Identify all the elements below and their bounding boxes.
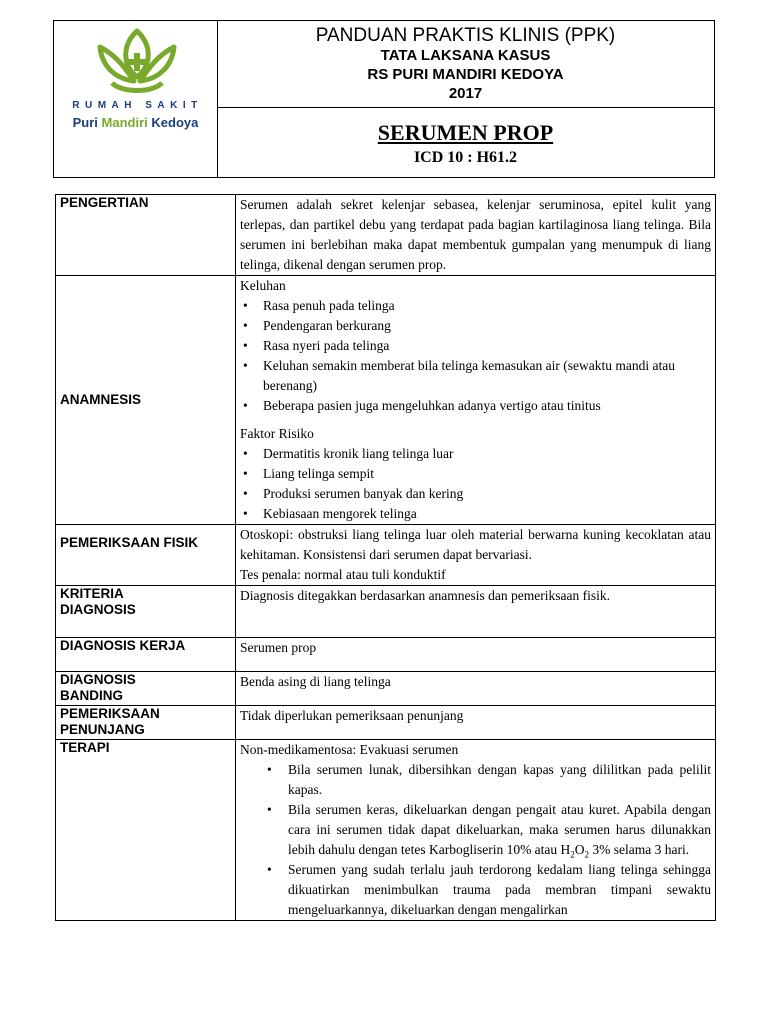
anamnesis-content (236, 276, 716, 525)
faktor-risiko-list (240, 444, 711, 524)
list-item: • Pendengaran berkurang (240, 316, 711, 336)
otoskopi-text: Otoskopi: obstruksi liang telinga luar oleh material berwarna kuning kecoklatan atau kehitaman. Konsistensi dari serumen dapat bervariasi. (240, 527, 711, 562)
list-item: • Bila serumen lunak, dibersihkan dengan kapas yang dililitkan pada pelilit kapas. (240, 760, 711, 800)
list-item: • Rasa penuh pada telinga (240, 296, 711, 316)
list-item: • Rasa nyeri pada telinga (240, 336, 711, 356)
title-block (217, 21, 714, 108)
terapi-list (240, 760, 711, 920)
table-row (56, 706, 716, 740)
table-row (56, 672, 716, 706)
logo-hospital-name: Puri Mandiri Kedoya (72, 115, 199, 130)
logo-rumah-sakit-text: RUMAH SAKIT (72, 100, 203, 111)
diagnosis-banding-text: Benda asing di liang telinga (236, 672, 716, 706)
row-label-diagnosis-banding: DIAGNOSIS BANDING (56, 672, 236, 706)
list-item: • Beberapa pasien juga mengeluhkan adanya vertigo atau tinitus (240, 396, 711, 416)
list-item: • Dermatitis kronik liang telinga luar (240, 444, 711, 464)
keluhan-heading: Keluhan (240, 278, 286, 293)
kriteria-diagnosis-text: Diagnosis ditegakkan berdasarkan anamnesis dan pemeriksaan fisik. (236, 586, 716, 638)
row-label-pemeriksaan-fisik: PEMERIKSAAN FISIK (56, 525, 236, 586)
list-item: • Keluhan semakin memberat bila telinga kemasukan air (sewaktu mandi atau berenang) (240, 356, 711, 396)
row-label-pemeriksaan-penunjang: PEMERIKSAAN PENUNJANG (56, 706, 236, 740)
table-row (56, 638, 716, 672)
document-subtitle: TATA LAKSANA KASUS (380, 47, 551, 64)
tes-penala-text: Tes penala: normal atau tuli konduktif (240, 567, 446, 582)
list-item: • Produksi serumen banyak dan kering (240, 484, 711, 504)
list-item: • Kebiasaan mengorek telinga (240, 504, 711, 524)
hospital-name: RS PURI MANDIRI KEDOYA (367, 66, 564, 83)
disease-title: SERUMEN PROP (377, 120, 554, 145)
row-label-terapi: TERAPI (56, 740, 236, 921)
list-item: • Bila serumen keras, dikeluarkan dengan pengait atau kuret. Apabila dengan cara ini serumen tidak dapat dikeluarkan, maka serumen harus dilunakkan lebih dahulu dengan tetes Karbogliserin 10% atau $H_2O_2$ 3% selama 3 hari. (240, 800, 711, 860)
row-label-kriteria-diagnosis: KRITERIA DIAGNOSIS (56, 586, 236, 638)
disease-block (217, 108, 714, 177)
hospital-logo (54, 21, 218, 177)
row-label-anamnesis: ANAMNESIS (56, 276, 236, 525)
document-title: PANDUAN PRAKTIS KLINIS (PPK) (315, 25, 616, 46)
document-year: 2017 (448, 85, 483, 102)
clinical-guideline-table (55, 194, 716, 921)
terapi-content (236, 740, 716, 921)
icd-code: ICD 10 : H61.2 (413, 149, 518, 166)
table-row (56, 525, 716, 586)
row-label-diagnosis-kerja: DIAGNOSIS KERJA (56, 638, 236, 672)
lotus-logo-icon (92, 25, 182, 99)
pemeriksaan-fisik-content (236, 525, 716, 586)
table-row (56, 276, 716, 525)
faktor-risiko-heading: Faktor Risiko (240, 426, 314, 441)
table-row (56, 740, 716, 921)
list-item: • Serumen yang sudah terlalu jauh terdorong kedalam liang telinga sehingga dikuatirkan menimbulkan trauma pada membran timpani sewaktu mengeluarkannya, dikeluarkan dengan mengalirkan (240, 860, 711, 920)
table-row (56, 586, 716, 638)
pengertian-text: Serumen adalah sekret kelenjar sebasea, kelenjar seruminosa, epitel kulit yang terlepas, dan partikel debu yang terdapat pada bagian kartilaginosa liang telinga. Bila serumen ini berlebihan maka dapat membentuk gumpalan yang menumpuk di liang telinga, dikenal dengan serumen prop. (236, 195, 716, 276)
terapi-intro: Non-medikamentosa: Evakuasi serumen (240, 742, 459, 757)
row-label-pengertian: PENGERTIAN (56, 195, 236, 276)
document-header (53, 20, 715, 178)
diagnosis-kerja-text: Serumen prop (236, 638, 716, 672)
keluhan-list (240, 296, 711, 416)
pemeriksaan-penunjang-text: Tidak diperlukan pemeriksaan penunjang (236, 706, 716, 740)
list-item: • Liang telinga sempit (240, 464, 711, 484)
table-row (56, 195, 716, 276)
